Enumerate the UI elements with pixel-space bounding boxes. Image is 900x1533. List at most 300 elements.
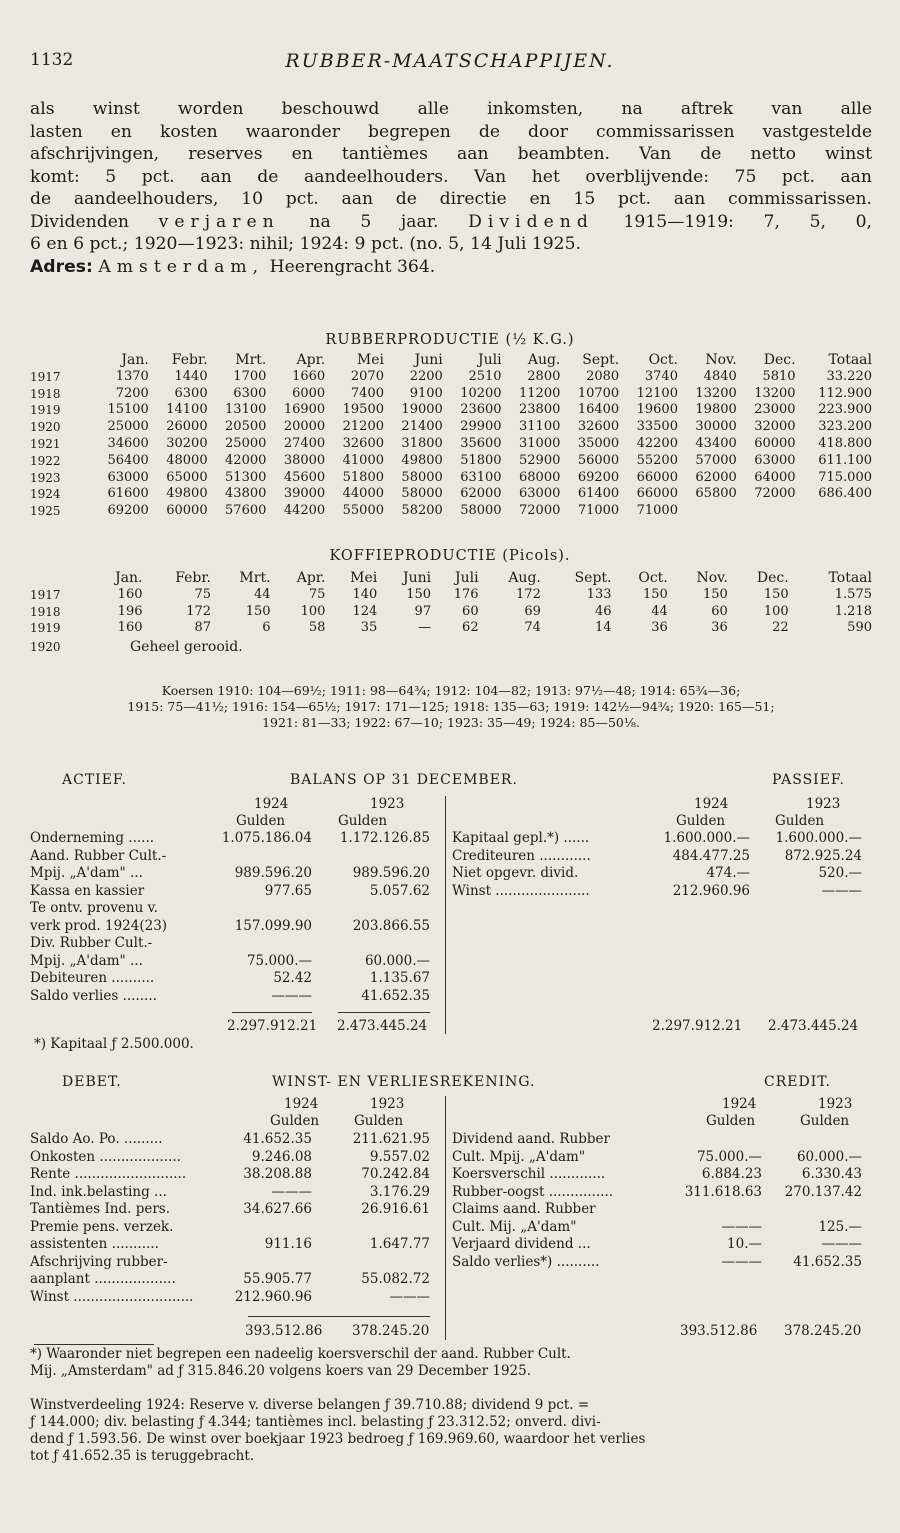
ledger-value-1924: 55.905.77 (243, 1271, 312, 1287)
column-header: Dec. (756, 570, 789, 586)
table-cell: 61400 (577, 486, 620, 502)
table-cell: 1440 (174, 368, 208, 384)
koersen-line: Koersen 1910: 104—69½; 1911: 98—64¾; 1912: 104—82; 1913: 97½—48; 1914: 65¾—36; (161, 683, 741, 698)
table-cell: 42200 (636, 435, 678, 451)
ledger-value-1924: 75.000.— (246, 952, 312, 969)
table-cell: 13200 (695, 385, 737, 401)
ledger-row (452, 1131, 872, 1149)
ledger-value-1924: ——— (271, 1183, 312, 1200)
ledger-label: Verjaard dividend ... (452, 1236, 591, 1252)
table-cell: 87 (194, 620, 212, 636)
winstverdeeling-line: tot ƒ 41.652.35 is teruggebracht. (30, 1448, 255, 1464)
table-row (30, 486, 872, 503)
table-cell: 19500 (342, 402, 384, 418)
ledger-label: Dividend aand. Rubber (452, 1131, 610, 1147)
balance-actief-rows (30, 830, 440, 1005)
row-year: 1918 (30, 386, 61, 401)
table-cell: 19000 (401, 402, 443, 418)
table-cell: 1660 (292, 368, 326, 384)
ledger-value-1923: 872.925.24 (784, 847, 862, 864)
column-header: Nov. (705, 352, 737, 368)
table-cell: 16900 (283, 402, 326, 418)
year-column-header (30, 352, 90, 369)
ledger-value-1924: 1.075.186.04 (221, 830, 312, 846)
table-cell: 43800 (225, 486, 267, 502)
ledger-label: Div. Rubber Cult.- (30, 935, 153, 951)
ledger-row (452, 1254, 872, 1272)
ledger-label: Debiteuren .......... (30, 970, 155, 986)
ledger-value-1924: ——— (721, 1218, 762, 1235)
table-cell: 2510 (468, 368, 502, 384)
table-cell: 44 (651, 603, 668, 619)
ledger-value-1923: 270.137.42 (784, 1183, 862, 1200)
table-cell: 6300 (174, 385, 208, 401)
ledger-row (452, 848, 872, 866)
ledger-value-1924: 34.627.66 (243, 1201, 312, 1217)
footnote (30, 1346, 872, 1380)
balance-total-1923-right: 2.473.445.24 (768, 1018, 859, 1034)
table-cell: 61600 (107, 486, 149, 502)
ledger-value-1924: 474.— (706, 865, 750, 881)
pl-divider (445, 1096, 446, 1340)
total-rule (232, 1012, 312, 1013)
credit-label: CREDIT. (764, 1074, 831, 1090)
table-cell: 3740 (644, 368, 678, 384)
ledger-value-1923: 125.— (818, 1218, 862, 1235)
table-cell: 30000 (695, 419, 737, 435)
pl-total-1924-left: 393.512.86 (245, 1323, 323, 1339)
table-cell: 23800 (519, 402, 561, 418)
intro-line: komt: 5 pct. aan de aandeelhouders. Van het overblijvende: 75 pct. aan (30, 166, 872, 187)
table-cell: 32000 (754, 419, 796, 435)
table-cell: 150 (406, 586, 432, 602)
ledger-label: assistenten ........... (30, 1236, 159, 1252)
actief-label: ACTIEF. (62, 772, 127, 788)
pl-unit-left: Gulden (354, 1113, 404, 1129)
ledger-value-1923: 203.866.55 (352, 917, 430, 934)
ledger-label: Kapitaal gepl.*) ...... (452, 830, 590, 846)
dividend-text: Dividenden (30, 211, 129, 232)
ledger-label: Te ontv. provenu v. (30, 900, 158, 916)
table-cell: 29900 (460, 419, 502, 435)
balance-divider (445, 796, 446, 1034)
ledger-label: Winst ............................ (30, 1288, 194, 1305)
row-year: 1925 (30, 504, 61, 519)
table-cell: 44 (253, 586, 271, 602)
rubber-header-row (30, 352, 872, 369)
year-column-header (30, 570, 90, 587)
table-cell: 60 (711, 603, 728, 619)
table-cell (678, 503, 737, 520)
table-cell: 160 (117, 586, 143, 602)
table-cell: 66000 (636, 469, 678, 485)
table-cell: 4840 (703, 368, 737, 384)
balance-unit-right: Gulden (676, 813, 726, 829)
table-cell: 75 (194, 586, 212, 602)
table-cell: 100 (300, 603, 326, 619)
ledger-value-1924: 212.960.96 (234, 1288, 312, 1305)
column-header: Mei (350, 570, 378, 586)
pl-total-1924-right: 393.512.86 (680, 1323, 758, 1339)
ledger-label: Cult. Mpij. „A'dam" (452, 1148, 586, 1165)
dividend-text: verjaren (158, 211, 280, 232)
ledger-label: Saldo Ao. Po. ......... (30, 1131, 163, 1147)
balance-unit-left: Gulden (338, 813, 388, 829)
winstverdeeling-line: dend ƒ 1.593.56. De winst over boekjaar 1923 bedroeg ƒ 169.969.60, waardoor het verlies (30, 1431, 646, 1447)
ledger-label: Afschrijving rubber- (30, 1253, 168, 1270)
koersen-block (30, 683, 872, 731)
intro-line: de aandeelhouders, 10 pct. aan de directie en 15 pct. aan commissarissen. (30, 189, 872, 209)
ledger-row (30, 1149, 440, 1167)
coffee-row-1920-year: 1920 (30, 640, 61, 654)
column-header: Oct. (648, 352, 678, 368)
ledger-row (30, 865, 440, 883)
table-row (30, 453, 872, 470)
ledger-row (452, 1236, 872, 1254)
table-cell: 112.900 (818, 385, 872, 401)
column-header: Nov. (696, 570, 728, 586)
footnote-line: *) Waaronder niet begrepen een nadeelig koersverschil der aand. Rubber Cult. (30, 1346, 571, 1362)
table-cell: 39000 (283, 486, 326, 502)
balance-passief-rows (452, 830, 872, 900)
table-row (30, 604, 872, 621)
ledger-label: Saldo verlies ........ (30, 987, 157, 1004)
table-cell: 20000 (283, 419, 326, 435)
table-cell: 63000 (519, 486, 561, 502)
pl-year-1924-left: 1924 (284, 1096, 319, 1112)
pl-total-1923-right: 378.245.20 (784, 1323, 862, 1339)
table-cell: 43400 (695, 435, 737, 451)
table-cell: 26000 (166, 419, 208, 435)
ledger-value-1924: 10.— (727, 1236, 762, 1252)
winstverdeeling-paragraph (30, 1397, 872, 1465)
koersen-line: 1921: 81—33; 1922: 67—10; 1923: 35—49; 1924: 85—50⅛. (262, 715, 640, 730)
table-cell: 2800 (527, 368, 561, 384)
table-cell: 72000 (519, 503, 561, 519)
table-cell: 1700 (233, 368, 267, 384)
table-cell: 65000 (166, 469, 208, 485)
table-cell: 150 (703, 586, 728, 602)
table-cell: 14 (594, 620, 612, 636)
table-row (30, 620, 872, 637)
table-cell: 172 (186, 603, 212, 619)
balance-year-1924-left: 1924 (254, 796, 289, 812)
table-cell: 2080 (586, 368, 620, 384)
column-header: Mrt. (235, 352, 267, 368)
table-cell: 1.575 (834, 586, 872, 602)
ledger-row (452, 883, 872, 901)
pl-total-1923-left: 378.245.20 (352, 1323, 430, 1339)
ledger-row (30, 830, 440, 848)
ledger-label: Niet opgevr. divid. (452, 865, 579, 881)
table-cell: 74 (524, 620, 541, 636)
table-cell: 33500 (636, 419, 678, 435)
pl-unit-right: Gulden (706, 1113, 756, 1129)
table-cell: 5810 (762, 368, 796, 384)
table-cell: 62000 (695, 469, 737, 485)
table-cell: 196 (117, 603, 143, 619)
column-header: Sept. (582, 352, 620, 368)
ledger-value-1923: 3.176.29 (369, 1183, 430, 1200)
table-cell: 57600 (225, 503, 267, 519)
table-cell: 6000 (292, 385, 326, 401)
table-cell: 58 (308, 620, 326, 636)
table-cell: 71000 (636, 503, 678, 519)
ledger-label: Rubber-oogst ............... (452, 1183, 614, 1200)
table-cell: 715.000 (818, 469, 872, 485)
table-cell: 34600 (107, 435, 149, 451)
row-year: 1920 (30, 420, 61, 435)
ledger-label: Winst ...................... (452, 882, 590, 899)
table-row (30, 503, 872, 520)
table-cell: 65800 (695, 486, 737, 502)
column-header: Febr. (171, 352, 208, 368)
table-cell: 16400 (577, 402, 620, 418)
dividend-line (30, 211, 872, 234)
table-cell: 44200 (283, 503, 326, 519)
ledger-row (452, 865, 872, 883)
column-header: Jan. (121, 352, 149, 368)
table-cell: 36 (651, 620, 668, 636)
ledger-label: verk prod. 1924(23) (30, 917, 168, 934)
winstverdeeling-line: ƒ 144.000; div. belasting ƒ 4.344; tantièmes incl. belasting ƒ 23.312.52; onverd. divi- (30, 1414, 601, 1430)
table-cell: 63100 (460, 469, 502, 485)
ledger-value-1924: 38.208.88 (243, 1166, 312, 1182)
table-cell: 590 (847, 620, 872, 636)
koffie-header-row (30, 570, 872, 587)
dividend-text: 1915—1919: 7, 5, 0, (623, 211, 872, 232)
table-cell: 75 (308, 586, 326, 602)
ledger-row (30, 1219, 440, 1237)
total-rule (338, 1012, 430, 1013)
column-header: Mei (356, 352, 384, 368)
table-cell: 71000 (577, 503, 620, 519)
table-row (30, 436, 872, 453)
ledger-value-1923: 41.652.35 (793, 1253, 862, 1270)
table-cell: 21200 (342, 419, 384, 435)
balance-year-1924-right: 1924 (694, 796, 729, 812)
table-cell: 35000 (577, 435, 620, 451)
ledger-label: Onderneming ...... (30, 830, 155, 846)
row-year: 1919 (30, 403, 61, 418)
table-cell: 323.200 (818, 419, 872, 435)
table-cell: 6 (262, 620, 271, 636)
table-cell: 611.100 (818, 452, 872, 468)
pl-year-1924-right: 1924 (722, 1096, 757, 1112)
ledger-value-1924: 6.884.23 (701, 1166, 762, 1182)
column-header: Jan. (115, 570, 143, 586)
table-cell: 62 (462, 620, 479, 636)
pl-unit-left: Gulden (270, 1113, 320, 1129)
ledger-value-1923: 211.621.95 (352, 1131, 430, 1147)
address-city: Amsterdam, (98, 256, 265, 277)
column-header: Totaal (828, 352, 872, 368)
profit-loss-title: WINST- EN VERLIESREKENING. (272, 1074, 536, 1090)
table-cell: 6300 (233, 385, 267, 401)
ledger-row (452, 1149, 872, 1167)
ledger-value-1924: 9.246.08 (251, 1148, 312, 1165)
table-cell: 7200 (115, 385, 149, 401)
column-header: Apr. (296, 570, 326, 586)
ledger-row (30, 1201, 440, 1219)
column-header: Aug. (508, 570, 541, 586)
table-cell: 23000 (754, 402, 796, 418)
table-cell: 31800 (401, 435, 443, 451)
ledger-value-1924: 212.960.96 (672, 882, 750, 899)
winstverdeeling-line: Winstverdeeling 1924: Reserve v. diverse belangen ƒ 39.710.88; dividend 9 pct. = (30, 1397, 590, 1413)
ledger-label: Rente .......................... (30, 1166, 187, 1182)
ledger-row (30, 883, 440, 901)
rubber-production-table (30, 352, 872, 520)
table-cell: 31100 (519, 419, 561, 435)
ledger-label: Mpij. „A'dam" ... (30, 952, 143, 969)
table-cell: 69 (524, 603, 541, 619)
column-header: Aug. (527, 352, 561, 368)
ledger-row (30, 1236, 440, 1254)
ledger-value-1924: 1.600.000.— (663, 830, 750, 846)
table-cell: 10200 (460, 385, 502, 401)
table-cell: 52900 (519, 452, 561, 468)
table-cell (737, 503, 796, 520)
ledger-row (30, 1271, 440, 1289)
ledger-value-1924: 977.65 (264, 882, 312, 899)
table-row (30, 369, 872, 386)
ledger-row (452, 1184, 872, 1202)
ledger-value-1923: 60.000.— (364, 952, 430, 969)
table-row (30, 470, 872, 487)
balance-total-1924-left: 2.297.912.21 (227, 1018, 318, 1034)
column-header: Juli (455, 570, 479, 586)
table-cell: 44000 (342, 486, 384, 502)
table-row (30, 402, 872, 419)
table-cell: 97 (414, 603, 432, 619)
ledger-value-1923: 1.647.77 (369, 1236, 430, 1252)
ledger-value-1924: 75.000.— (696, 1148, 762, 1165)
table-cell: 63000 (107, 469, 149, 485)
table-row (30, 587, 872, 604)
table-cell: 55000 (342, 503, 384, 519)
ledger-value-1923: 9.557.02 (369, 1148, 430, 1165)
table-cell: 1.218 (834, 603, 872, 619)
table-cell: 32600 (342, 435, 384, 451)
balance-total-1924-right: 2.297.912.21 (652, 1018, 743, 1034)
row-year: 1919 (30, 621, 61, 636)
table-cell: 33.220 (826, 368, 872, 384)
column-header: Mrt. (239, 570, 271, 586)
ledger-value-1924: 41.652.35 (243, 1131, 312, 1147)
ledger-label: Mpij. „A'dam" ... (30, 865, 143, 881)
ledger-row (30, 918, 440, 936)
table-cell: 7400 (350, 385, 384, 401)
table-cell: 58000 (401, 486, 443, 502)
table-cell: 51800 (342, 469, 384, 485)
table-cell: 150 (763, 586, 789, 602)
ledger-row (30, 935, 440, 953)
ledger-value-1924: 311.618.63 (684, 1183, 762, 1200)
table-cell: 124 (352, 603, 378, 619)
capital-note: *) Kapitaal ƒ 2.500.000. (34, 1036, 194, 1052)
ledger-row (30, 1254, 440, 1272)
ledger-label: Onkosten ................... (30, 1148, 181, 1165)
pl-year-1923-left: 1923 (370, 1096, 405, 1112)
ledger-value-1923: 989.596.20 (352, 865, 430, 881)
column-header: Totaal (828, 570, 872, 586)
ledger-label: Premie pens. verzek. (30, 1218, 174, 1235)
table-cell: 14100 (166, 402, 208, 418)
page-number: 1132 (30, 50, 74, 70)
ledger-value-1924: 989.596.20 (234, 865, 312, 881)
balance-year-1923-right: 1923 (806, 796, 841, 812)
koersen-line: 1915: 75—41½; 1916: 154—65½; 1917: 171—125; 1918: 135—63; 1919: 142½—94¾; 1920: 165—51; (127, 699, 775, 714)
table-cell: 58000 (460, 503, 502, 519)
ledger-row (452, 1166, 872, 1184)
ledger-value-1924: ——— (721, 1253, 762, 1270)
table-cell: 64000 (754, 469, 796, 485)
balance-unit-right: Gulden (775, 813, 825, 829)
ledger-row (452, 1201, 872, 1219)
ledger-label: Aand. Rubber Cult.- (30, 847, 167, 864)
ledger-row (30, 1166, 440, 1184)
balance-total-1923-left: 2.473.445.24 (337, 1018, 428, 1034)
table-cell: — (418, 620, 432, 636)
ledger-value-1924: 484.477.25 (672, 847, 750, 864)
dividend-line-2: 6 en 6 pct.; 1920—1923: nihil; 1924: 9 pct. (no. 5, 14 Juli 1925. (30, 234, 581, 254)
table-cell: 19800 (695, 402, 737, 418)
address-street: Heerengracht 364. (269, 256, 436, 277)
coffee-production-table (30, 570, 872, 637)
intro-paragraph (30, 98, 872, 278)
table-cell: 36 (711, 620, 728, 636)
table-cell: 69200 (107, 503, 149, 519)
ledger-value-1924: 52.42 (273, 970, 312, 986)
table-cell: 56400 (107, 452, 149, 468)
ledger-value-1924: ——— (271, 987, 312, 1004)
column-header: Apr. (296, 352, 326, 368)
ledger-value-1923: ——— (821, 882, 862, 899)
ledger-row (452, 830, 872, 848)
pl-year-1923-right: 1923 (818, 1096, 853, 1112)
table-cell: 15100 (107, 402, 149, 418)
ledger-row (30, 1289, 440, 1307)
table-cell: 27400 (283, 435, 326, 451)
table-cell: 60000 (754, 435, 796, 451)
ledger-value-1923: 1.135.67 (369, 970, 430, 986)
row-year: 1917 (30, 587, 61, 602)
dividend-text: Dividend (468, 211, 594, 232)
ledger-value-1923: 520.— (818, 865, 862, 881)
row-year: 1917 (30, 369, 61, 384)
table-cell: 49800 (401, 452, 443, 468)
table-cell: 160 (117, 620, 143, 636)
ledger-row (30, 1184, 440, 1202)
ledger-label: aanplant ................... (30, 1271, 176, 1287)
table-cell: 60000 (166, 503, 208, 519)
table-cell: 25000 (225, 435, 267, 451)
ledger-value-1923: 6.330.43 (801, 1166, 862, 1182)
address-line (30, 256, 872, 279)
table-cell: 51300 (225, 469, 267, 485)
table-cell: 45600 (283, 469, 326, 485)
ledger-value-1923: 70.242.84 (361, 1166, 430, 1182)
table-cell: 13200 (754, 385, 796, 401)
balance-year-1923-left: 1923 (370, 796, 405, 812)
table-cell: 19600 (636, 402, 678, 418)
ledger-value-1923: 41.652.35 (361, 987, 430, 1004)
balance-title: BALANS OP 31 DECEMBER. (290, 772, 518, 788)
passief-label: PASSIEF. (772, 772, 845, 788)
pl-debet-rows (30, 1131, 440, 1306)
table-row (30, 419, 872, 436)
